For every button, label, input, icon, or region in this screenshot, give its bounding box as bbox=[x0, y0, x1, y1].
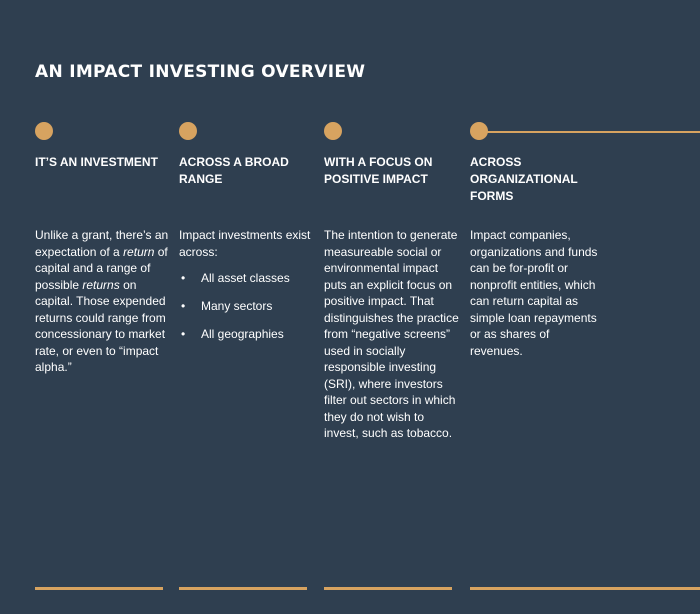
column-body bbox=[179, 227, 314, 342]
column-heading: ACROSS A BROAD RANGE bbox=[179, 155, 289, 186]
body-text-part: on capital. Those expended returns could range from concessionary to market rate, or even to “impact alpha.” bbox=[35, 277, 166, 374]
body-text-italic: returns bbox=[82, 277, 120, 292]
column-positive-impact bbox=[324, 122, 459, 442]
body-text-part: Unlike a grant, there’s an expectation of a bbox=[35, 228, 169, 259]
timeline-dot bbox=[35, 122, 53, 140]
list-item-label: All asset classes bbox=[201, 271, 290, 285]
column-organizational-forms bbox=[470, 122, 605, 359]
list-item-label: Many sectors bbox=[201, 299, 273, 313]
bullet-list bbox=[179, 270, 314, 342]
body-text-italic: return bbox=[123, 244, 155, 259]
column-heading: IT’S AN INVESTMENT bbox=[35, 155, 158, 169]
list-item-label: All geographies bbox=[201, 327, 284, 341]
list-item bbox=[179, 270, 314, 286]
footer-divider bbox=[179, 587, 307, 590]
column-body: Impact companies, organizations and funds can be for-profit or nonprofit entities, which can return capital as simple loan repayments or as shares of revenues. bbox=[470, 228, 598, 358]
column-heading: ACROSS ORGANIZATIONAL FORMS bbox=[470, 155, 578, 203]
bullet-symbol: • bbox=[181, 271, 186, 285]
column-body: The intention to generate measureable social or environmental impact puts an explicit focus on positive impact. That distinguishes the practice from “negative screens” used in socially responsible investing (SRI), where investors filter out sectors in which they do not wish to invest, such as tobacco. bbox=[324, 228, 459, 440]
column-body bbox=[35, 227, 170, 376]
timeline-dot bbox=[470, 122, 488, 140]
bullet-symbol: • bbox=[181, 327, 186, 341]
list-item bbox=[179, 298, 314, 314]
footer-divider bbox=[324, 587, 452, 590]
list-item bbox=[179, 326, 314, 342]
bullet-symbol: • bbox=[181, 299, 186, 313]
column-heading: WITH A FOCUS ON POSITIVE IMPACT bbox=[324, 155, 433, 186]
page-title: AN IMPACT INVESTING OVERVIEW bbox=[35, 62, 366, 82]
timeline-dot bbox=[179, 122, 197, 140]
body-text-part: of capital and a range of possible bbox=[35, 244, 168, 292]
column-broad-range bbox=[179, 122, 314, 354]
timeline-dot bbox=[324, 122, 342, 140]
column-intro: Impact investments exist across: bbox=[179, 228, 311, 259]
footer-divider bbox=[35, 587, 163, 590]
footer-divider bbox=[470, 587, 700, 590]
column-investment bbox=[35, 122, 170, 376]
